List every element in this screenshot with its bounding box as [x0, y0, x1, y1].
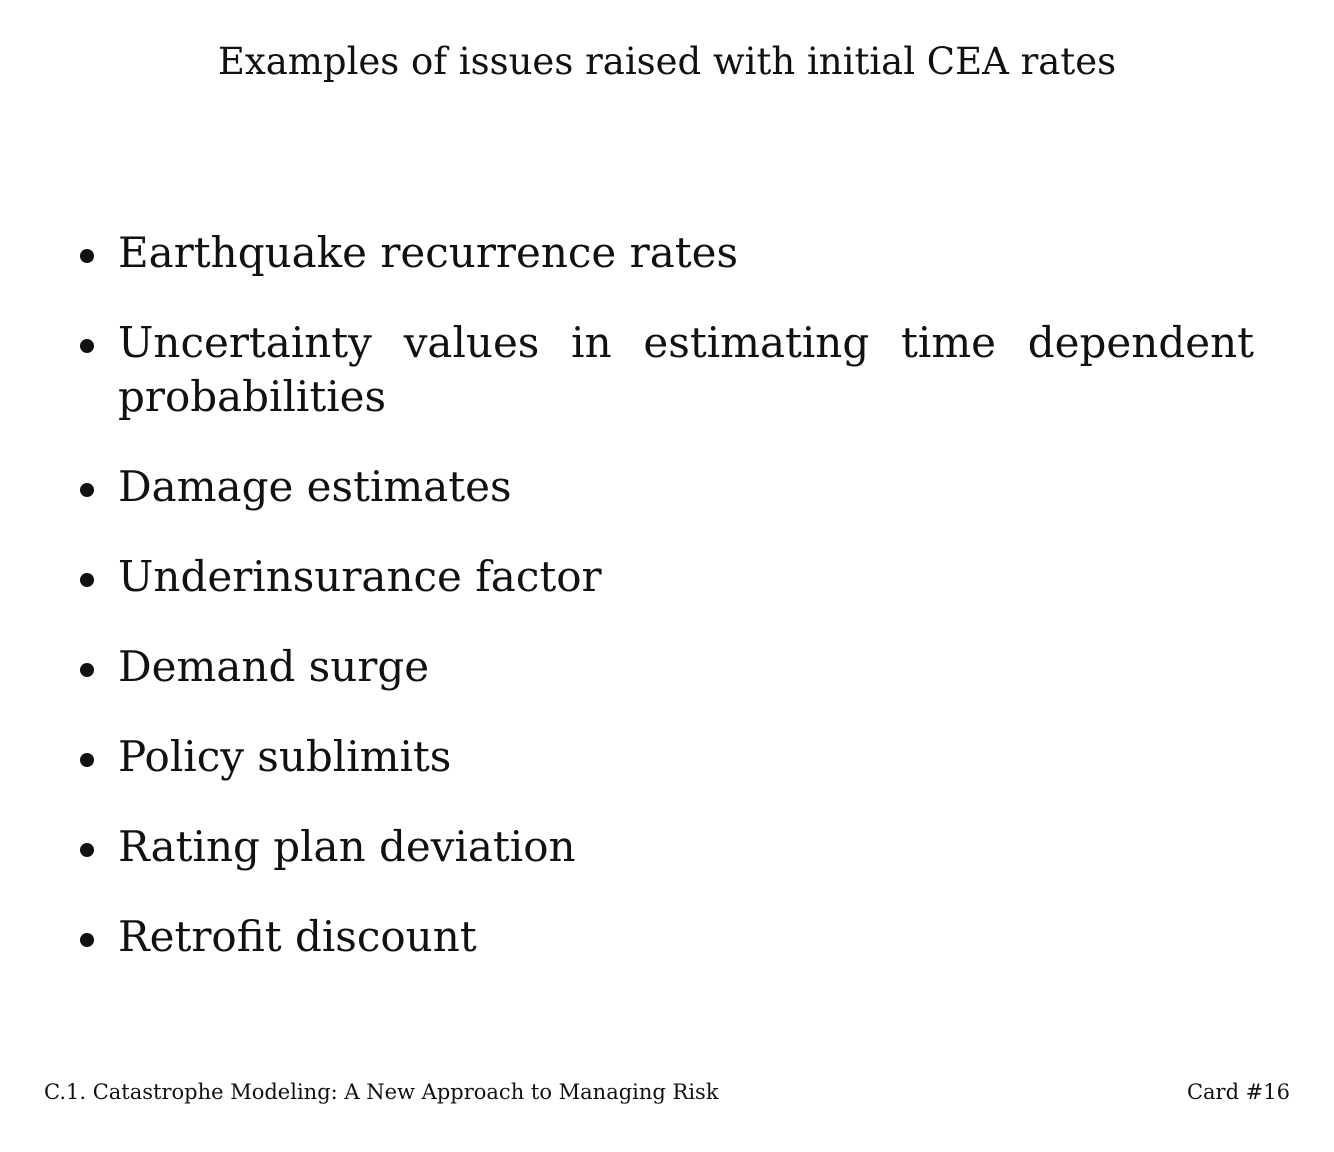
bullet-icon — [80, 249, 94, 263]
bullet-icon — [80, 573, 94, 587]
list-item-text: Earthquake recurrence rates — [118, 228, 739, 277]
card-title: Examples of issues raised with initial CEA rates — [217, 40, 1117, 83]
list-item-text: Uncertainty values in estimating time dependent probabilities — [118, 318, 1254, 421]
bullet-icon — [80, 663, 94, 677]
list-item — [72, 910, 1254, 964]
list-item-text: Retrofit discount — [118, 912, 477, 961]
footer-source: C.1. Catastrophe Modeling: A New Approach to Managing Risk — [44, 1080, 719, 1104]
issues-list — [72, 226, 1254, 1000]
list-item — [72, 460, 1254, 514]
bullet-icon — [80, 483, 94, 497]
bullet-icon — [80, 843, 94, 857]
list-item-text: Rating plan deviation — [118, 822, 576, 871]
list-item — [72, 550, 1254, 604]
list-item — [72, 316, 1254, 424]
bullet-icon — [80, 339, 94, 353]
bullet-icon — [80, 933, 94, 947]
bullet-icon — [80, 753, 94, 767]
list-item — [72, 730, 1254, 784]
list-item-text: Policy sublimits — [118, 732, 452, 781]
list-item-text: Underinsurance factor — [118, 552, 602, 601]
list-item-text: Damage estimates — [118, 462, 512, 511]
list-item-text: Demand surge — [118, 642, 430, 691]
list-item — [72, 820, 1254, 874]
footer-card-number: Card #16 — [1186, 1080, 1290, 1104]
list-item — [72, 640, 1254, 694]
list-item — [72, 226, 1254, 280]
